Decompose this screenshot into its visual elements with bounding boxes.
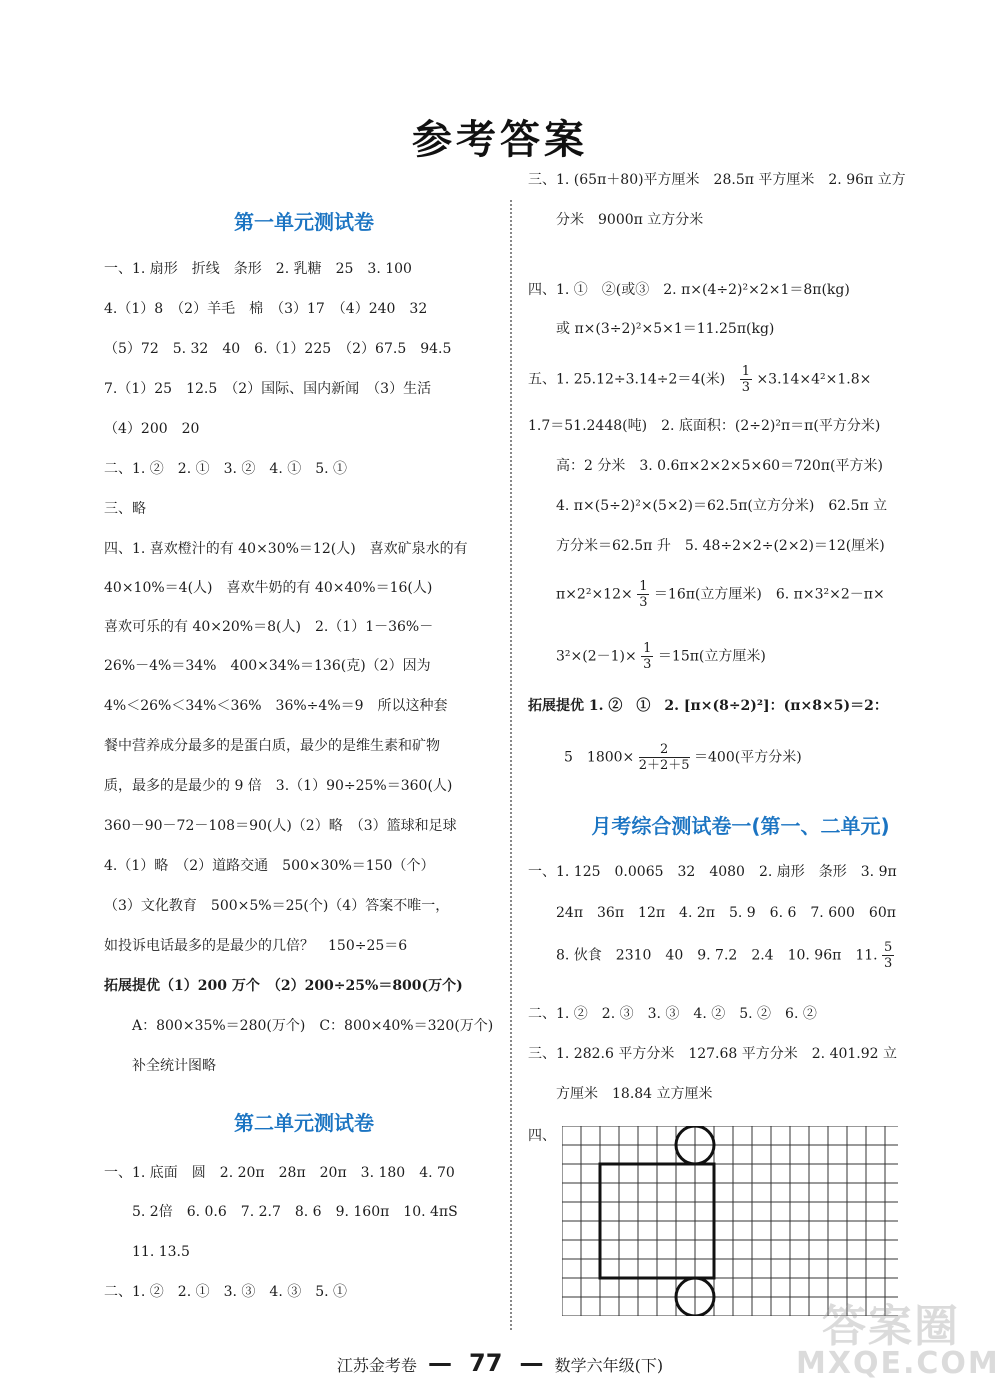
section-title-unit2: 第二单元测试卷 [234,1111,374,1135]
fraction-numerator: 1 [643,641,652,656]
answer-line: 一、1. 125 0.0065 32 4080 2. 扇形 条形 3. 9π [528,864,897,880]
answer-segment: ＝400(平方分米) [694,749,802,766]
answer-segment: ×3.14×4²×1.8× [756,371,872,388]
answer-line: 拓展提优（1）200 万个 （2）200÷25%＝800(万个) [104,978,463,994]
answer-segment: 五、1. 25.12÷3.14÷2＝4(米) [528,371,726,388]
answer-line: 喜欢可乐的有 40×20%＝8(人) 2.（1）1－36%－ [104,619,434,635]
fraction-denominator: 3 [741,380,750,395]
answer-line: 4%＜26%＜34%＜36% 36%÷4%＝9 所以这种套 [104,698,448,714]
answer-line: （3）文化教育 500×5%＝25(个)（4）答案不唯一， [104,898,450,914]
answer-segment: ＝16π(立方厘米) 6. π×3²×2－π× [653,586,885,603]
fraction-denominator: 3 [884,956,893,971]
answer-line [528,364,871,395]
page-dash: — [427,1349,452,1377]
answer-line: 四、1. 喜欢橙汁的有 40×30%＝12(人) 喜欢矿泉水的有 [104,541,468,557]
fraction-numerator: 2 [639,742,690,758]
answer-line: 补全统计图略 [132,1058,216,1074]
subject-grade: 数学六年级(下) [554,1356,664,1375]
grid-diagram [562,1126,898,1316]
answer-line: 11. 13.5 [132,1244,190,1260]
answer-line: 高：2 分米 3. 0.6π×2×2×5×60＝720π(平方米) [556,458,883,474]
answer-line: 餐中营养成分最多的是蛋白质，最少的是维生素和矿物 [104,738,440,754]
answer-line: 4.（1）8 （2）羊毛 棉 （3）17 （4）240 32 [104,301,428,317]
answer-line: 如投诉电话最多的是最少的几倍？ 150÷25＝6 [104,938,408,954]
answer-line: 三、略 [104,501,146,517]
answer-line: 24π 36π 12π 4. 2π 5. 9 6. 6 7. 600 60π [556,905,896,921]
page-number: 77 [469,1349,503,1377]
fraction [639,742,690,773]
answer-line: 二、1. ② 2. ③ 3. ③ 4. ② 5. ② 6. ② [528,1006,817,1022]
watermark-text: 答案圈 [822,1301,960,1352]
answer-line: 三、1. (65π＋80)平方厘米 28.5π 平方厘米 2. 96π 立方 [528,172,906,188]
answer-line: 4. π×(5÷2)²×(5×2)＝62.5π(立方分米) 62.5π 立 [556,498,888,514]
answer-segment: π×2²×12× [556,586,633,603]
answer-line: 质，最多的是最少的 9 倍 3.（1）90÷25%＝360(人) [104,778,453,794]
answer-line: 四、1. ① ②(或③ 2. π×(4÷2)²×2×1＝8π(kg) [528,282,850,298]
fraction-denominator: 3 [643,657,652,672]
answer-line: 三、1. 282.6 平方分米 127.68 平方分米 2. 401.92 立 [528,1046,898,1062]
column-divider [510,200,512,1330]
fraction [882,940,894,971]
fraction-numerator: 5 [884,940,893,955]
answer-line: 分米 9000π 立方分米 [556,212,704,228]
fraction [641,641,653,672]
book-name: 江苏金考卷 [336,1356,417,1375]
answer-line: 二、1. ② 2. ① 3. ③ 4. ③ 5. ① [104,1284,348,1300]
fraction-numerator: 1 [639,579,648,594]
answer-line: 7.（1）25 12.5 （2）国际、国内新闻 （3）生活 [104,381,432,397]
answer-line: 1.7＝51.2448(吨) 2. 底面积：(2÷2)²π＝π(平方分米) [528,418,881,434]
fraction-numerator: 1 [741,364,750,379]
page-title: 参考答案 [412,117,588,163]
answer-line: 方分米＝62.5π 升 5. 48÷2×2÷(2×2)＝12(厘米) [556,538,885,554]
answer-line [556,940,894,971]
answer-segment: ＝15π(立方厘米) [657,648,766,665]
fraction-denominator: 3 [639,595,648,610]
fraction [740,364,752,395]
answer-line: （5）72 5. 32 40 6.（1）225 （2）67.5 94.5 [104,341,452,357]
answer-line: 5. 2倍 6. 0.6 7. 2.7 8. 6 9. 160π 10. 4πS [132,1204,458,1220]
answer-line [556,641,766,672]
fraction [637,579,649,610]
answer-line: A：800×35%＝280(万个) C：800×40%＝320(万个) [132,1018,494,1034]
fraction-denominator: 2＋2＋5 [638,758,690,773]
answer-line: 26%－4%＝34% 400×34%＝136(克)（2）因为 [104,658,431,674]
answer-line: 一、1. 底面 圆 2. 20π 28π 20π 3. 180 4. 70 [104,1165,455,1181]
answer-line [556,579,885,610]
answer-segment: 8. 伙食 2310 40 9. 7.2 2.4 10. 96π 11. [556,947,878,964]
page-dash: — [519,1349,544,1377]
answer-line: 360－90－72－108＝90(人)（2）略 （3）篮球和足球 [104,818,457,834]
watermark-url: MXQE.COM [796,1346,1000,1381]
answer-line: （4）200 20 [104,421,200,437]
answer-segment: 3²×(2－1)× [556,648,637,665]
section-title-monthly-test: 月考综合测试卷一(第一、二单元) [591,814,890,838]
section-title-unit1: 第一单元测试卷 [234,210,374,234]
answer-line: 40×10%＝4(人) 喜欢牛奶的有 40×40%＝16(人) [104,580,433,596]
answer-line: 二、1. ② 2. ① 3. ② 4. ① 5. ① [104,461,348,477]
answer-line: 方厘米 18.84 立方厘米 [556,1086,713,1102]
answer-line: 4.（1）略 （2）道路交通 500×30%＝150（个） [104,858,435,874]
answer-line: 一、1. 扇形 折线 条形 2. 乳糖 25 3. 100 [104,261,412,277]
answer-line: 四、 [528,1128,556,1144]
watermark [782,1290,1000,1381]
answer-segment: 5 1800× [564,749,635,766]
answer-line: 或 π×(3÷2)²×5×1＝11.25π(kg) [556,321,775,337]
answer-line [564,742,802,773]
answer-line: 拓展提优 1. ② ① 2. [π×(8÷2)²]：(π×8×5)＝2： [528,698,888,714]
